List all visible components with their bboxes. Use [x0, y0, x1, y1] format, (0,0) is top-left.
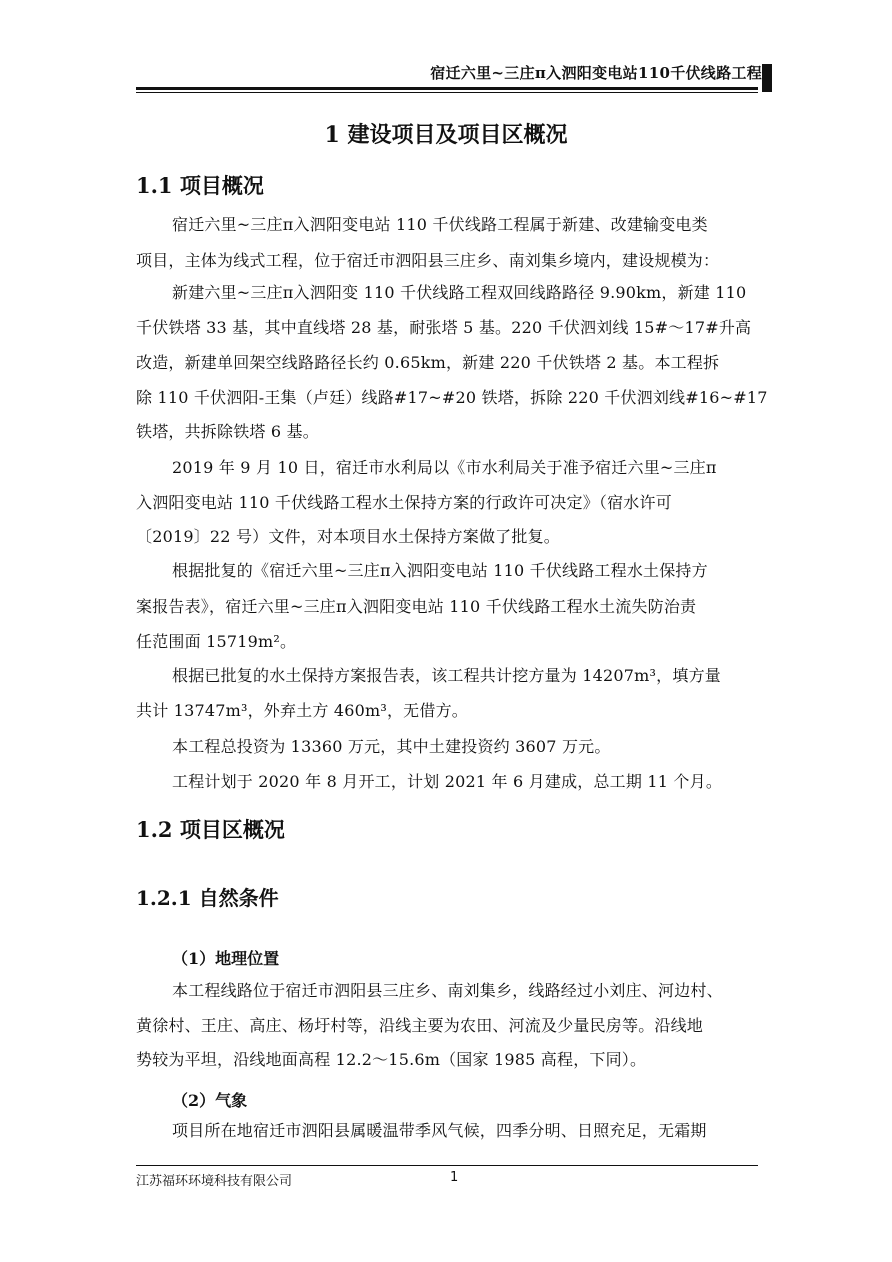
subsection-heading-1-2-1: 1.2.1 自然条件: [136, 886, 279, 910]
paragraph-line: 根据已批复的水土保持方案报告表，该工程共计挖方量为 14207m³，填方量: [172, 666, 721, 685]
paragraph-line: 本工程总投资为 13360 万元，其中土建投资约 3607 万元。: [172, 737, 611, 756]
paragraph-line: 宿迁六里~三庄π入泗阳变电站 110 千伏线路工程属于新建、改建输变电类: [172, 215, 708, 234]
paragraph-line: 本工程线路位于宿迁市泗阳县三庄乡、南刘集乡，线路经过小刘庄、河边村、: [172, 981, 723, 1000]
paragraph-line: 案报告表》，宿迁六里~三庄π入泗阳变电站 110 千伏线路工程水土流失防治责: [136, 597, 697, 616]
climate-heading: （2）气象: [172, 1091, 248, 1110]
paragraph-line: 入泗阳变电站 110 千伏线路工程水土保持方案的行政许可决定》（宿水许可: [136, 493, 672, 512]
paragraph-line: 新建六里~三庄π入泗阳变 110 千伏线路工程双回线路路径 9.90km，新建 110: [172, 283, 747, 302]
paragraph-line: 改造，新建单回架空线路路径长约 0.65km，新建 220 千伏铁塔 2 基。本工程拆: [136, 353, 720, 372]
header-rule-thin: [136, 92, 758, 93]
paragraph-line: 黄徐村、王庄、高庄、杨圩村等，沿线主要为农田、河流及少量民房等。沿线地: [136, 1016, 704, 1035]
paragraph-line: 项目，主体为线式工程，位于宿迁市泗阳县三庄乡、南刘集乡境内，建设规模为：: [136, 251, 720, 270]
paragraph-line: 除 110 千伏泗阳-王集（卢廷）线路#17~#20 铁塔，拆除 220 千伏泗刘线#16~#17: [136, 388, 768, 407]
paragraph-line: 项目所在地宿迁市泗阳县属暖温带季风气候，四季分明、日照充足，无霜期: [172, 1121, 707, 1140]
page-number: 1: [450, 1170, 459, 1185]
chapter-title: 1 建设项目及项目区概况: [324, 122, 568, 148]
paragraph-line: 铁塔，共拆除铁塔 6 基。: [136, 422, 319, 441]
section-heading-1-2: 1.2 项目区概况: [136, 817, 285, 842]
geo-heading: （1）地理位置: [172, 949, 280, 968]
header-rule: [136, 87, 758, 90]
running-header-title: 宿迁六里~三庄π入泗阳变电站110千伏线路工程: [430, 64, 762, 82]
paragraph-line: 根据批复的《宿迁六里~三庄π入泗阳变电站 110 千伏线路工程水土保持方: [172, 561, 708, 580]
footer-rule: [136, 1165, 758, 1166]
header-edge-block: [762, 64, 772, 92]
footer-company: 江苏福环环境科技有限公司: [136, 1174, 293, 1189]
paragraph-line: 共计 13747m³，外弃土方 460m³，无借方。: [136, 701, 468, 720]
paragraph-line: 千伏铁塔 33 基，其中直线塔 28 基，耐张塔 5 基。220 千伏泗刘线 15#～17#升高: [136, 318, 752, 337]
paragraph-line: 〔2019〕22 号）文件，对本项目水土保持方案做了批复。: [136, 527, 560, 546]
paragraph-line: 任范围面 15719m²。: [136, 632, 297, 651]
paragraph-line: 工程计划于 2020 年 8 月开工，计划 2021 年 6 月建成，总工期 11 个月。: [172, 772, 723, 791]
paragraph-line: 2019 年 9 月 10 日，宿迁市水利局以《市水利局关于准予宿迁六里~三庄π: [172, 458, 717, 477]
paragraph-line: 势较为平坦，沿线地面高程 12.2～15.6m（国家 1985 高程，下同）。: [136, 1050, 647, 1069]
section-heading-1-1: 1.1 项目概况: [136, 173, 264, 198]
